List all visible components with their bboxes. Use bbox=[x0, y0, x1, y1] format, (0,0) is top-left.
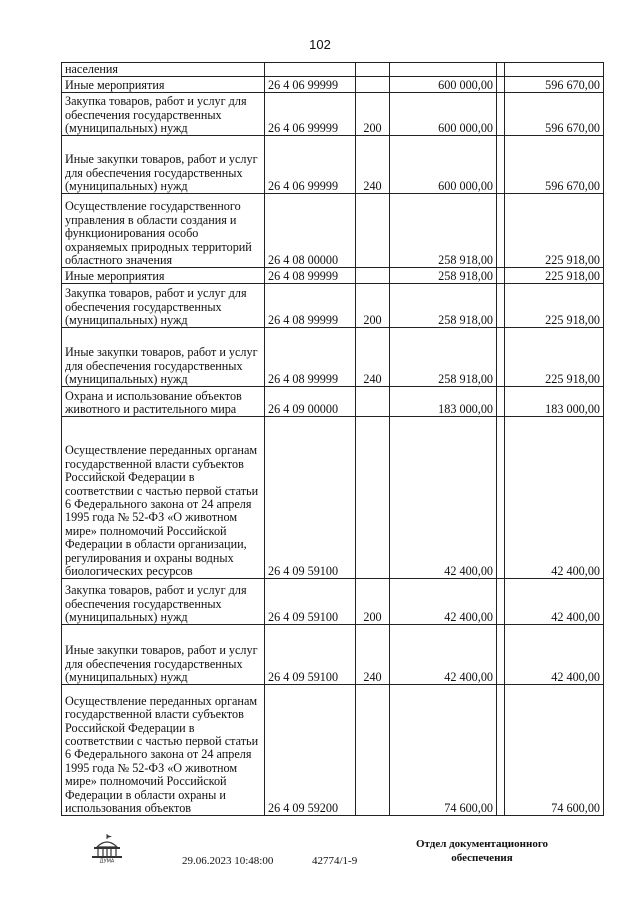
row-type bbox=[356, 685, 390, 816]
row-sum-2: 225 918,00 bbox=[505, 268, 604, 284]
row-gap bbox=[497, 268, 505, 284]
row-name: Охрана и использование объектов животного и растительного мира bbox=[62, 387, 265, 417]
row-code: 26 4 09 59200 bbox=[265, 685, 356, 816]
row-code bbox=[265, 63, 356, 77]
row-name: Закупка товаров, работ и услуг для обеспечения государственных (муниципальных) нужд bbox=[62, 579, 265, 625]
table-row bbox=[62, 685, 604, 816]
footer-doc-number: 42774/1-9 bbox=[312, 855, 358, 867]
row-name: Иные закупки товаров, работ и услуг для обеспечения государственных (муниципальных) нужд bbox=[62, 328, 265, 387]
duma-building-icon bbox=[89, 833, 125, 863]
row-code: 26 4 09 59100 bbox=[265, 625, 356, 685]
table-row bbox=[62, 625, 604, 685]
table-row bbox=[62, 387, 604, 417]
budget-table bbox=[61, 62, 604, 816]
row-name: Закупка товаров, работ и услуг для обеспечения государственных (муниципальных) нужд bbox=[62, 284, 265, 328]
table-row bbox=[62, 93, 604, 136]
row-name: Закупка товаров, работ и услуг для обеспечения государственных (муниципальных) нужд bbox=[62, 93, 265, 136]
row-gap bbox=[497, 77, 505, 93]
row-name: Осуществление государственного управления в области создания и функционирования особо охраняемых природных территорий областного значения bbox=[62, 194, 265, 268]
row-sum-1: 600 000,00 bbox=[390, 77, 497, 93]
row-type bbox=[356, 417, 390, 579]
row-sum-2: 42 400,00 bbox=[505, 625, 604, 685]
row-code: 26 4 09 59100 bbox=[265, 579, 356, 625]
row-name: Иные закупки товаров, работ и услуг для обеспечения государственных (муниципальных) нужд bbox=[62, 625, 265, 685]
page-number: 102 bbox=[309, 37, 331, 52]
row-gap bbox=[497, 625, 505, 685]
table-row bbox=[62, 268, 604, 284]
table-row bbox=[62, 284, 604, 328]
row-type: 240 bbox=[356, 625, 390, 685]
row-name: Иные закупки товаров, работ и услуг для обеспечения государственных (муниципальных) нужд bbox=[62, 136, 265, 194]
row-sum-2: 596 670,00 bbox=[505, 136, 604, 194]
row-type bbox=[356, 268, 390, 284]
duma-logo bbox=[89, 833, 125, 868]
row-type bbox=[356, 194, 390, 268]
row-code: 26 4 08 99999 bbox=[265, 268, 356, 284]
row-sum-1: 258 918,00 bbox=[390, 328, 497, 387]
row-code: 26 4 06 99999 bbox=[265, 93, 356, 136]
row-sum-2: 42 400,00 bbox=[505, 417, 604, 579]
row-sum-1: 600 000,00 bbox=[390, 93, 497, 136]
row-type bbox=[356, 63, 390, 77]
row-gap bbox=[497, 417, 505, 579]
row-code: 26 4 09 59100 bbox=[265, 417, 356, 579]
row-sum-2: 225 918,00 bbox=[505, 284, 604, 328]
table-row bbox=[62, 579, 604, 625]
row-sum-2: 596 670,00 bbox=[505, 93, 604, 136]
row-gap bbox=[497, 136, 505, 194]
row-type: 200 bbox=[356, 579, 390, 625]
row-gap bbox=[497, 93, 505, 136]
row-code: 26 4 06 99999 bbox=[265, 77, 356, 93]
row-gap bbox=[497, 284, 505, 328]
row-code: 26 4 08 00000 bbox=[265, 194, 356, 268]
row-gap bbox=[497, 579, 505, 625]
row-gap bbox=[497, 387, 505, 417]
row-sum-2: 596 670,00 bbox=[505, 77, 604, 93]
row-sum-1: 258 918,00 bbox=[390, 268, 497, 284]
row-sum-2: 74 600,00 bbox=[505, 685, 604, 816]
row-sum-2: 225 918,00 bbox=[505, 194, 604, 268]
row-gap bbox=[497, 63, 505, 77]
row-type: 200 bbox=[356, 284, 390, 328]
row-gap bbox=[497, 685, 505, 816]
row-code: 26 4 06 99999 bbox=[265, 136, 356, 194]
table-row bbox=[62, 77, 604, 93]
footer-department: Отдел документационного обеспечения bbox=[415, 838, 549, 864]
table-row bbox=[62, 136, 604, 194]
row-sum-1: 42 400,00 bbox=[390, 579, 497, 625]
row-name: Осуществление переданных органам государственной власти субъектов Российской Федерации в соответствии с частью первой статьи 6 Федерального закона от 24 апреля 1995 года № 52-ФЗ «О животном мире» полномочий Российской Федерации в области охраны и использования объектов bbox=[62, 685, 265, 816]
row-name: Иные мероприятия bbox=[62, 77, 265, 93]
row-sum-2: 183 000,00 bbox=[505, 387, 604, 417]
footer-datetime: 29.06.2023 10:48:00 bbox=[182, 855, 274, 867]
row-sum-1: 258 918,00 bbox=[390, 284, 497, 328]
row-sum-2: 225 918,00 bbox=[505, 328, 604, 387]
row-sum-1: 42 400,00 bbox=[390, 417, 497, 579]
row-sum-1: 258 918,00 bbox=[390, 194, 497, 268]
table-row bbox=[62, 328, 604, 387]
row-type: 240 bbox=[356, 136, 390, 194]
row-sum-1: 74 600,00 bbox=[390, 685, 497, 816]
row-type bbox=[356, 77, 390, 93]
row-gap bbox=[497, 194, 505, 268]
table-row bbox=[62, 63, 604, 77]
row-type: 240 bbox=[356, 328, 390, 387]
row-code: 26 4 09 00000 bbox=[265, 387, 356, 417]
row-code: 26 4 08 99999 bbox=[265, 328, 356, 387]
row-name: Осуществление переданных органам государственной власти субъектов Российской Федерации в соответствии с частью первой статьи 6 Федерального закона от 24 апреля 1995 года № 52-ФЗ «О животном мире» полномочий Российской Федерации в области организации, регулирования и охраны водных биологических ресурсов bbox=[62, 417, 265, 579]
logo-text: ДУМА bbox=[99, 858, 115, 863]
row-sum-2 bbox=[505, 63, 604, 77]
row-sum-2: 42 400,00 bbox=[505, 579, 604, 625]
table-row bbox=[62, 194, 604, 268]
row-sum-1 bbox=[390, 63, 497, 77]
row-sum-1: 600 000,00 bbox=[390, 136, 497, 194]
row-type: 200 bbox=[356, 93, 390, 136]
table-row bbox=[62, 417, 604, 579]
row-sum-1: 183 000,00 bbox=[390, 387, 497, 417]
row-name: Иные мероприятия bbox=[62, 268, 265, 284]
row-gap bbox=[497, 328, 505, 387]
row-name: населения bbox=[62, 63, 265, 77]
row-type bbox=[356, 387, 390, 417]
row-code: 26 4 08 99999 bbox=[265, 284, 356, 328]
row-sum-1: 42 400,00 bbox=[390, 625, 497, 685]
